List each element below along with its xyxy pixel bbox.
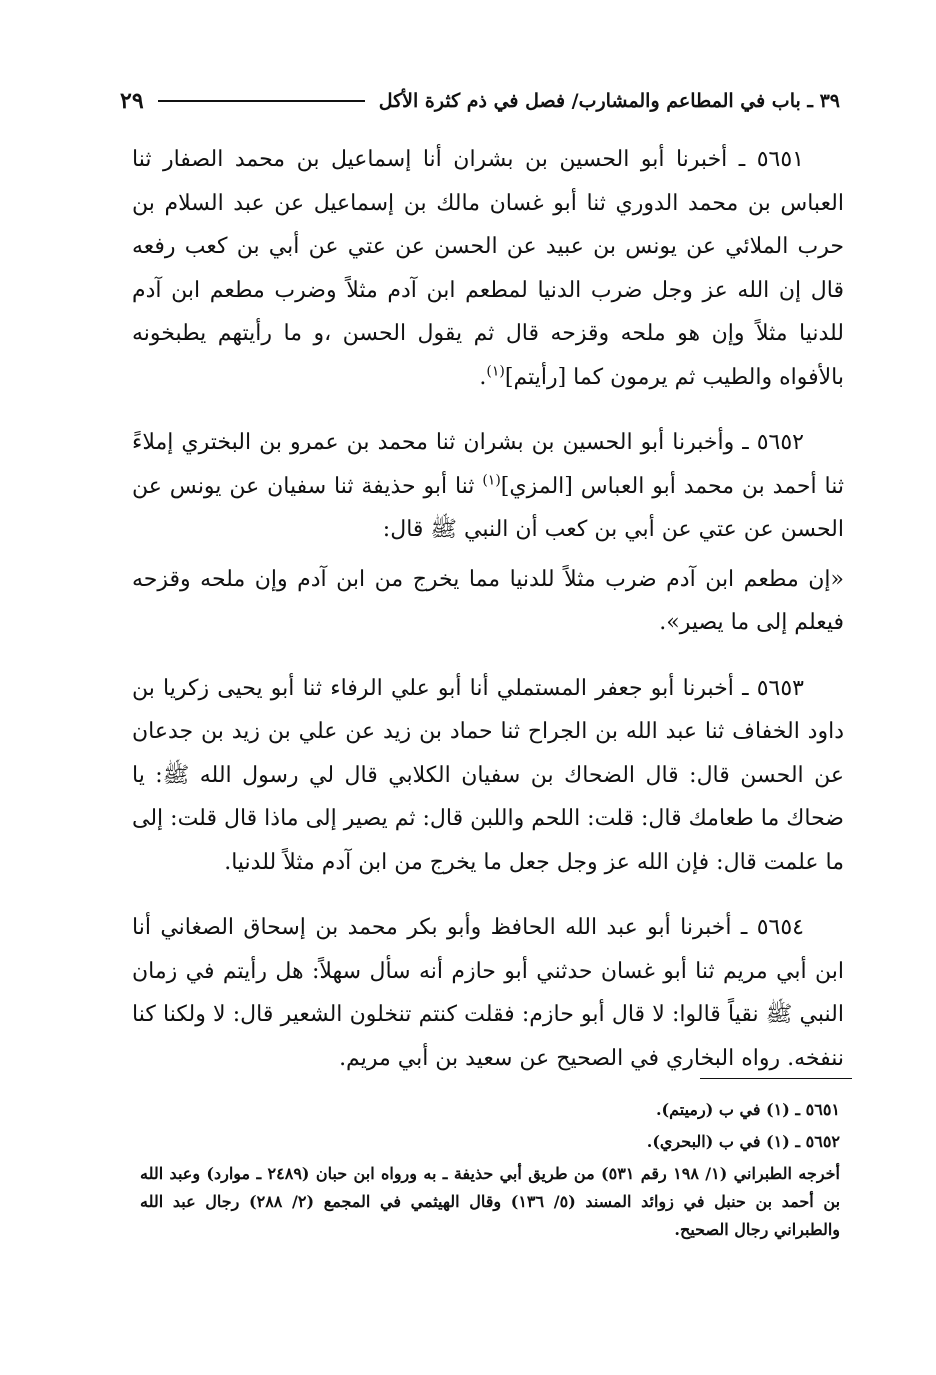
footnote-separator (700, 1078, 852, 1079)
running-header (120, 84, 840, 118)
hadith-5652-quote: «إن مطعم ابن آدم ضرب مثلاً للدنيا مما يخرج من ابن آدم وإن ملحه وقزحه فيعلم إلى ما يصير». (132, 566, 844, 635)
hadith-5652 (132, 421, 844, 552)
footnote-5652: ٥٦٥٢ ـ (١) في ب (البحري). (646, 1132, 840, 1151)
hadith-5651-tail: . (479, 364, 487, 390)
header-rule (158, 100, 365, 102)
footnotes (140, 1096, 840, 1248)
hadith-5651 (132, 138, 844, 399)
hadith-5653: ٥٦٥٣ ـ أخبرنا أبو جعفر المستملي أنا أبو علي الرفاء ثنا أبو يحيى زكريا بن داود الخفاف ثنا عبد الله بن الجراح ثنا حماد بن زيد عن علي بن زيد بن جدعان عن الحسن قال: قال الضحاك بن سفيان الكلابي قال لي رسول الله ﷺ: يا ضحاك ما طعامك قال: قلت: اللحم واللبن قال: ثم يصير إلى ماذا قال قلت: إلى ما علمت قال: فإن الله عز وجل جعل ما يخرج من ابن آدم مثلاً للدنيا. (132, 675, 844, 875)
hadith-5652-tail: ثنا أبو حذيفة ثنا سفيان عن يونس عن الحسن عن عتي عن أبي بن كعب أن النبي ﷺ قال: (132, 473, 844, 542)
footnote-ref: (١) (486, 363, 505, 380)
footnote-ref: (١) (482, 472, 501, 489)
main-text (132, 138, 844, 1102)
footnote-5651: ٥٦٥١ ـ (١) في ب (رميتم). (655, 1100, 840, 1119)
chapter-title: ٣٩ ـ باب في المطاعم والمشارب/ فصل في ذم كثرة الأكل (378, 90, 840, 112)
footnote-source: أخرجه الطبراني (١/ ١٩٨ رقم ٥٣١) من طريق أبي حذيفة ـ به ورواه ابن حبان (٢٤٨٩ ـ موارد) وعبد الله بن أحمد بن حنبل في زوائد المسند (٥/ ١٣٦) وقال الهيثمي في المجمع (٢/ ٢٨٨) رجال عبد الله والطبراني رجال الصحيح. (140, 1164, 841, 1239)
hadith-5651-text: ٥٦٥١ ـ أخبرنا أبو الحسين بن بشران أنا إسماعيل بن محمد الصفار ثنا العباس بن محمد الدوري ثنا أبو غسان مالك بن إسماعيل عن عبد السلام بن حرب الملائي عن يونس بن عبيد عن الحسن عن عتي عن أبي بن كعب رفعه قال إن الله عز وجل ضرب الدنيا لمطعم ابن آدم مثلاً وضرب مطعم ابن آدم للدنيا مثلاً وإن هو ملحه وقزحه قال ثم يقول الحسن ،و ما رأيتهم يطبخونه بالأفواه والطيب ثم يرمون كما [رأيتم] (132, 147, 844, 390)
hadith-5654: ٥٦٥٤ ـ أخبرنا أبو عبد الله الحافظ وأبو بكر محمد بن إسحاق الصغاني أنا ابن أبي مريم ثنا أبو غسان حدثني أبو حازم أنه سأل سهلاً: هل رأيتم في زمان النبي ﷺ نقياً قالوا: لا قال أبو حازم: فقلت كنتم تنخلون الشعير قال: لا ولكنا كنا ننفخه. رواه البخاري في الصحيح عن سعيد بن أبي مريم. (132, 915, 844, 1071)
page-number: ٢٩ (120, 88, 144, 114)
hadith-5652-text: ٥٦٥٢ ـ وأخبرنا أبو الحسين بن بشران ثنا محمد بن عمرو بن البختري إملاءً ثنا أحمد بن محمد أبو العباس [المزي] (132, 430, 844, 499)
